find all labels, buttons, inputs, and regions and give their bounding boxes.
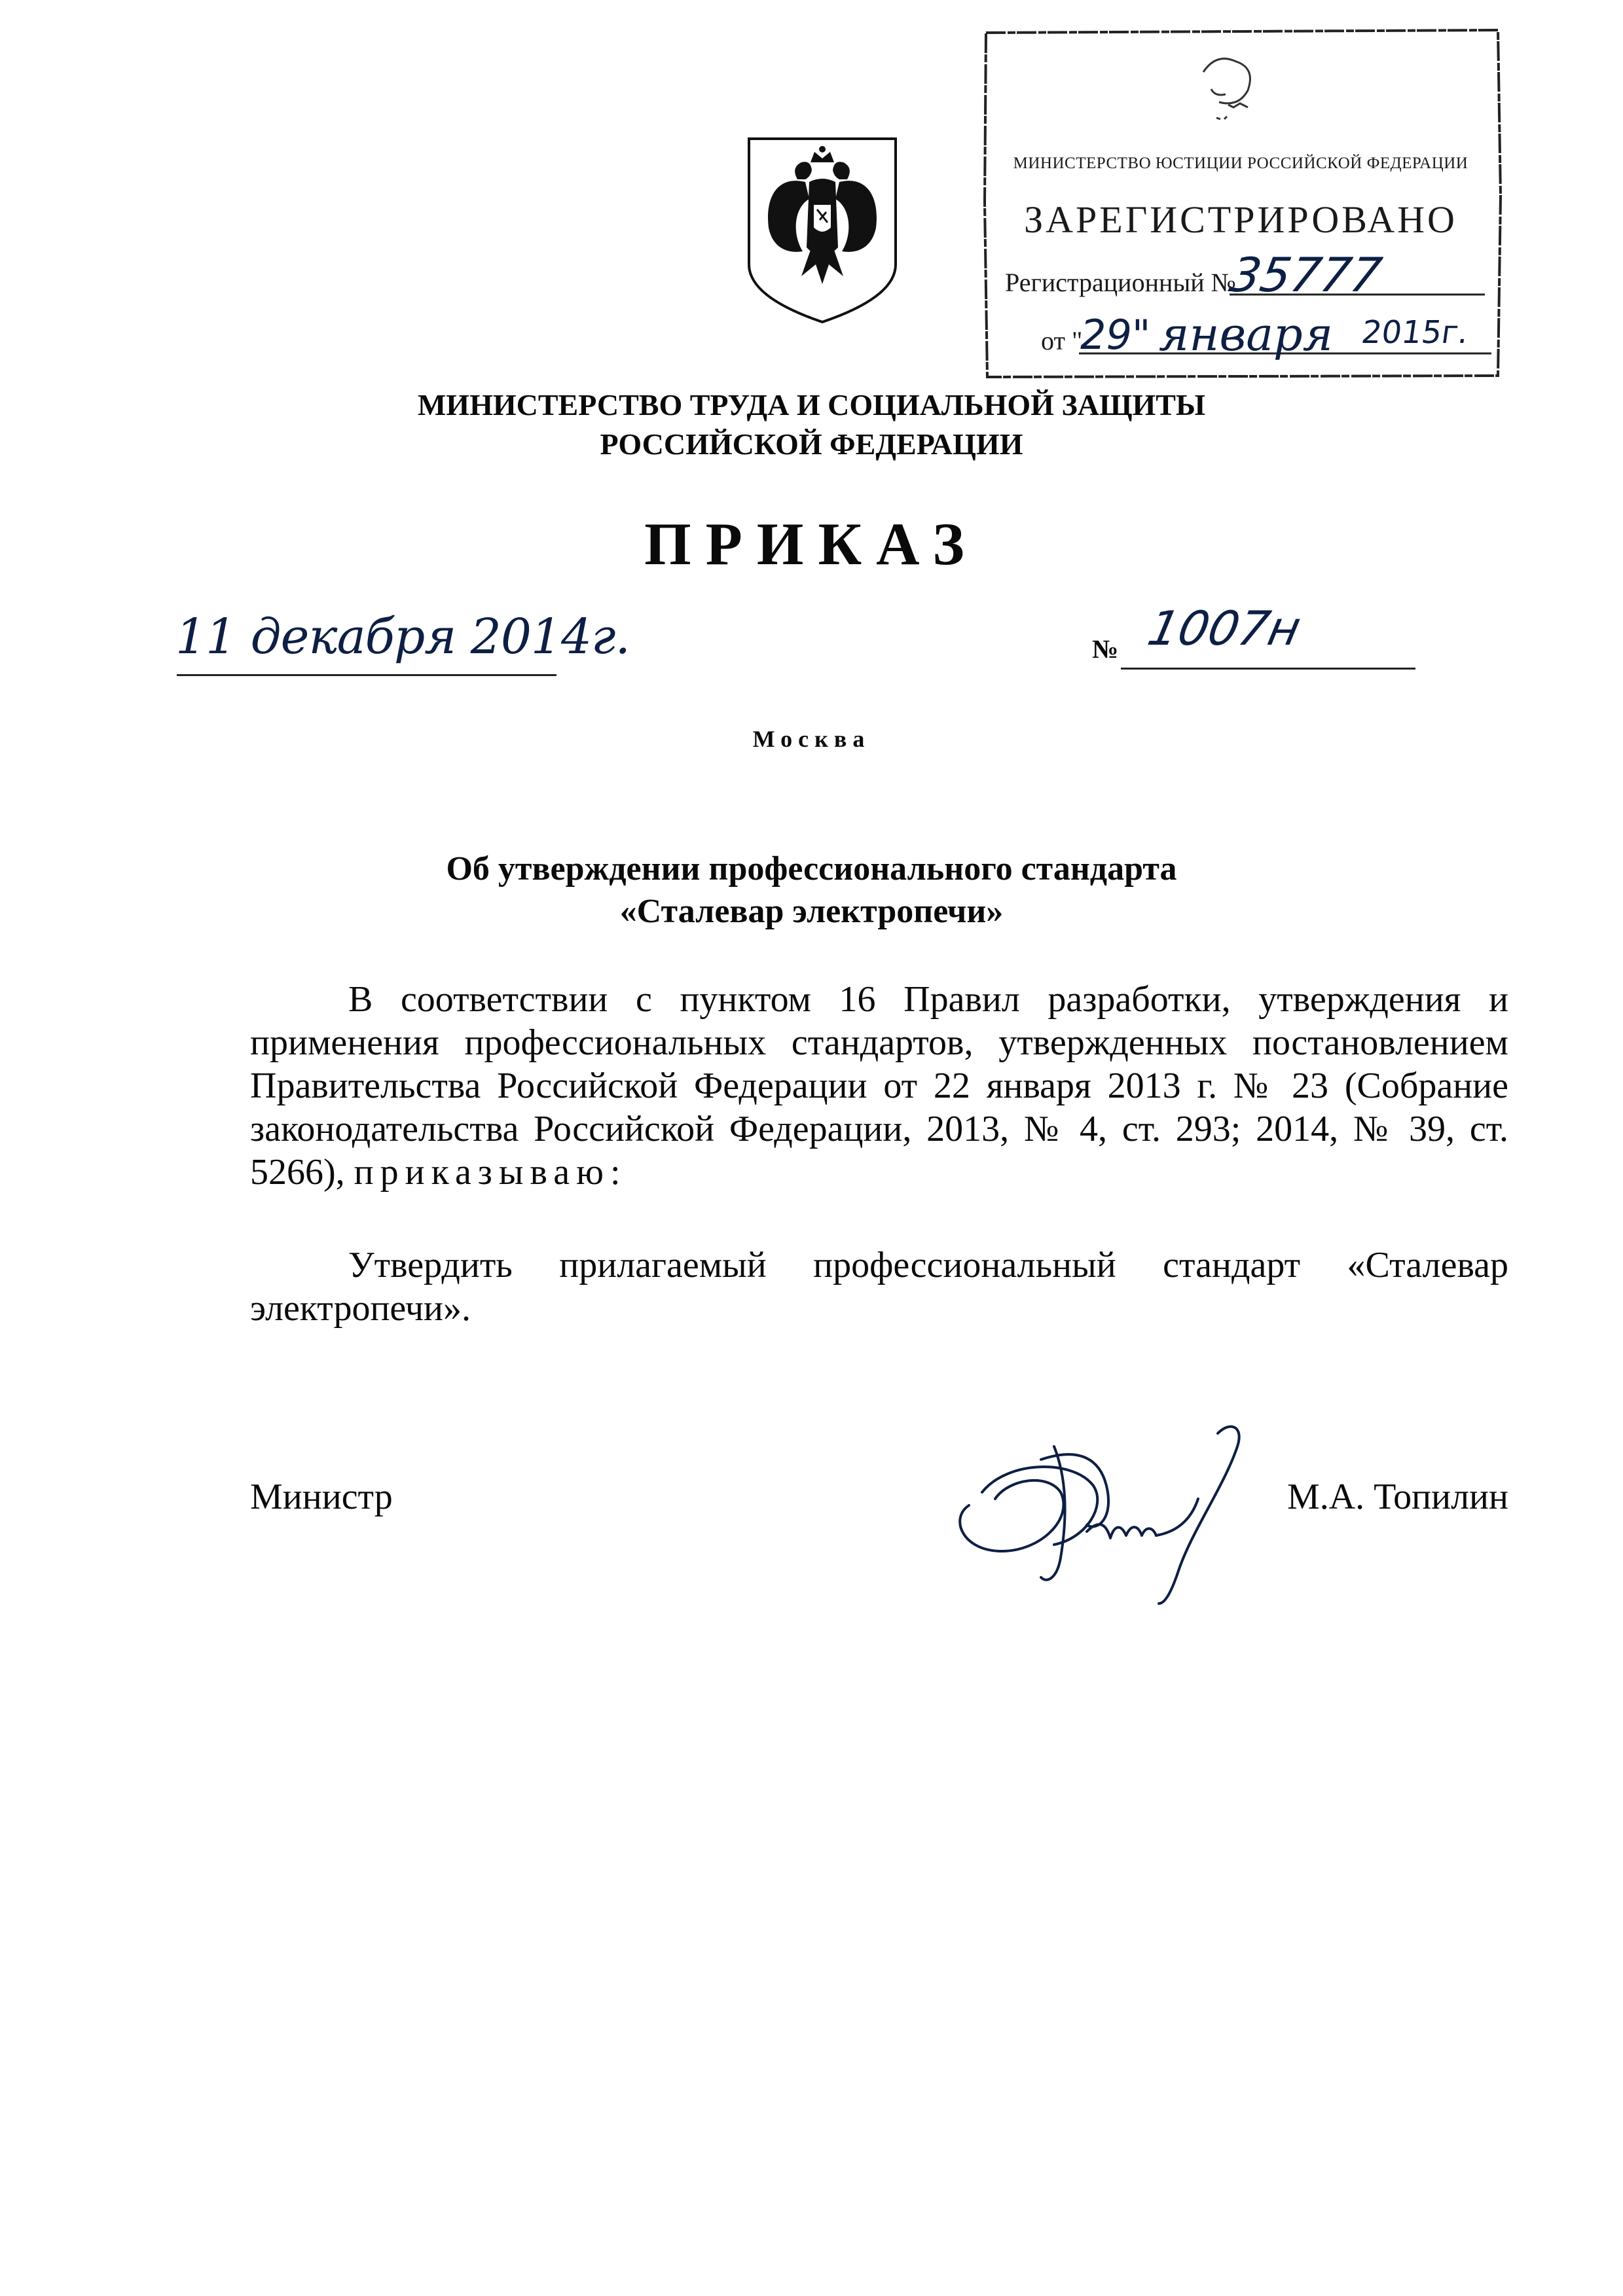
- city: Москва: [752, 726, 871, 752]
- ministry-name-line-2: РОССИЙСКОЙ ФЕДЕРАЦИИ: [600, 427, 1023, 461]
- stamp-registered-label: ЗАРЕГИСТРИРОВАНО: [1024, 198, 1457, 241]
- signer-title: Министр: [250, 1477, 393, 1517]
- stamp-registration-number-label: Регистрационный №: [1005, 268, 1236, 297]
- stamp-registration-number: 35777: [1226, 247, 1386, 302]
- paragraph-2-text: Утвердить прилагаемый профессиональный стандарт «Сталевар электропечи».: [250, 1245, 1508, 1329]
- order-number-sign: №: [1092, 634, 1119, 664]
- body-paragraph-1: [250, 978, 1508, 1194]
- document-type-heading: ПРИКАЗ: [644, 511, 979, 577]
- coat-of-arms-emblem: [746, 136, 898, 325]
- order-verb: приказываю:: [354, 1152, 627, 1193]
- handwritten-signature: [943, 1420, 1309, 1610]
- stamp-date-prefix: от ": [1041, 326, 1083, 355]
- signer-name: М.А. Топилин: [1286, 1477, 1508, 1517]
- order-number: 1007н: [1143, 601, 1306, 656]
- stamp-date-year: 2015г.: [1359, 314, 1471, 351]
- order-date: 11 декабря 2014г.: [175, 609, 630, 665]
- stamp-ministry-of-justice: МИНИСТЕРСТВО ЮСТИЦИИ РОССИЙСКОЙ ФЕДЕРАЦИИ: [1013, 154, 1468, 172]
- ministry-name-line-1: МИНИСТЕРСТВО ТРУДА И СОЦИАЛЬНОЙ ЗАЩИТЫ: [417, 388, 1206, 422]
- stamp-date-month: января: [1159, 308, 1334, 361]
- order-title-line-1: Об утверждении профессионального стандарта: [446, 850, 1177, 888]
- body-paragraph-2: [250, 1244, 1508, 1330]
- date-underline: [177, 674, 556, 676]
- number-underline: [1121, 668, 1415, 670]
- order-title-line-2: «Сталевар электропечи»: [619, 893, 1004, 930]
- paragraph-1-text: В соответствии с пунктом 16 Правил разработки, утверждения и применения профессиональных стандартов, утвержденных постановлением Правительства Российской Федерации от 22 января 2013 г. № 23 (Собрание законодательства Российской Федерации, 2013, № 4, ст. 293; 2014, № 39, ст. 5266),: [250, 979, 1508, 1193]
- stamp-date-day: 29": [1080, 311, 1151, 359]
